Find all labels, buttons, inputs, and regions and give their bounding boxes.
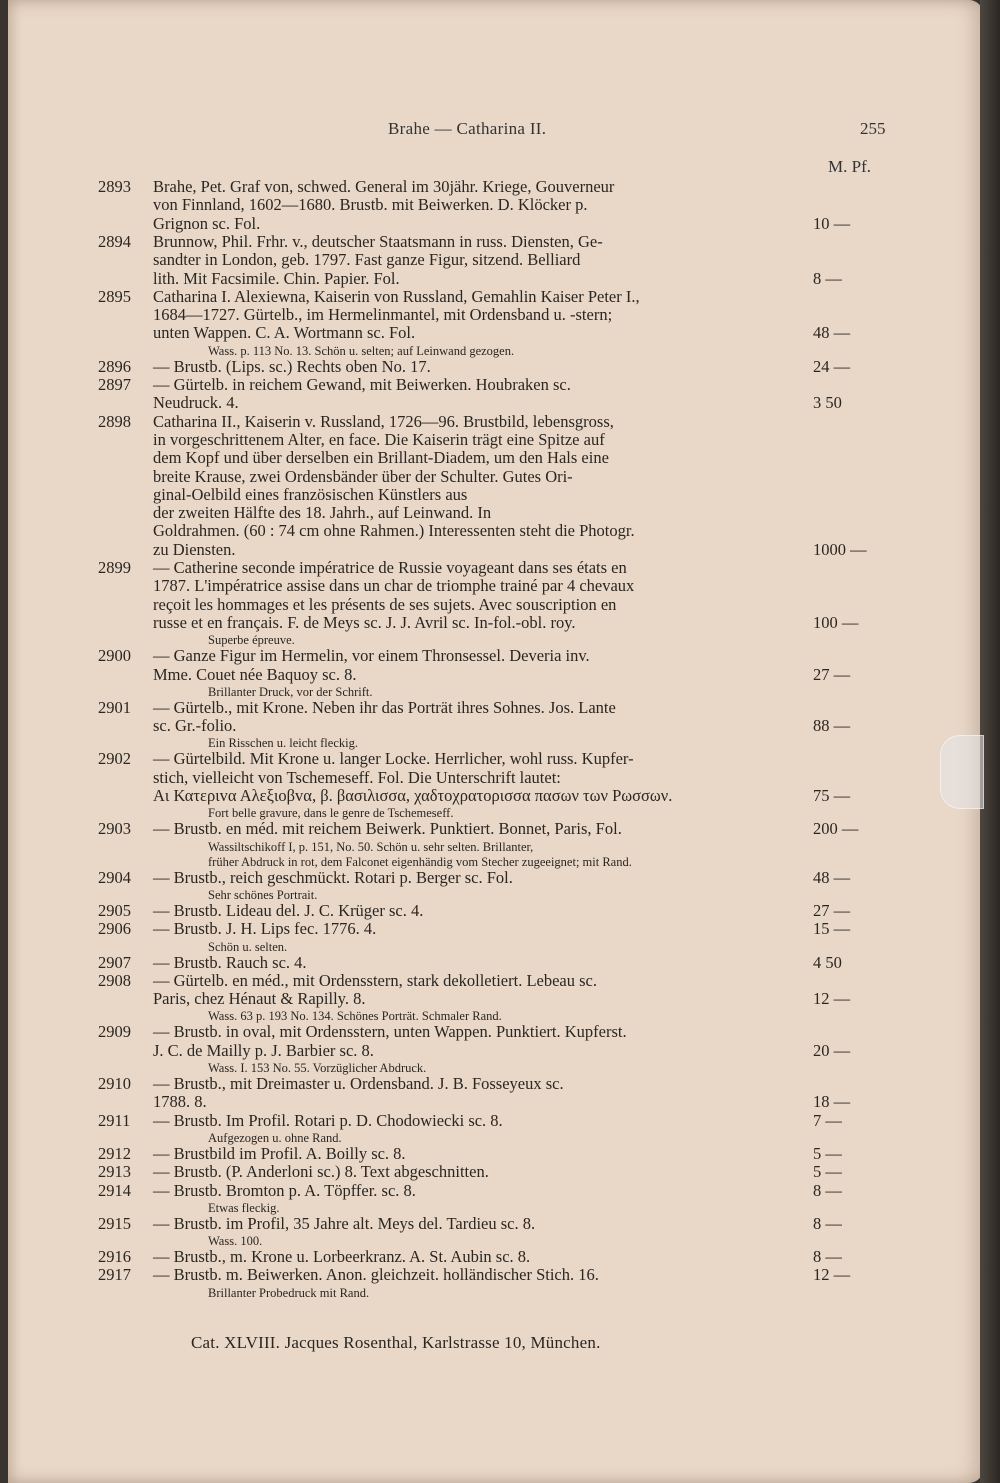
lot-description: — Brustb. (Lips. sc.) Rechts oben No. 17.: [153, 356, 431, 376]
currency-column-header: M. Pf.: [828, 157, 871, 176]
lot-price: 75 —: [813, 786, 851, 805]
lot-description: 1788. 8.: [153, 1092, 207, 1112]
lot-price: 48 —: [813, 323, 851, 343]
lot-description: — Brustbild im Profil. A. Boilly sc. 8.: [153, 1143, 406, 1163]
lot-note: Aufgezogen u. ohne Rand.: [208, 1130, 342, 1145]
lot-price: 8 —: [813, 1213, 842, 1233]
catalog-page: [8, 0, 983, 1483]
lot-description: Mme. Couet née Baquoy sc. 8.: [153, 664, 357, 684]
lot-price: 88 —: [813, 716, 851, 736]
lot-price: 27 —: [813, 664, 851, 684]
lot-price: 20 —: [813, 1040, 851, 1060]
entry-line: [8, 768, 958, 787]
lot-description: — Brustb., reich geschmückt. Rotari p. Berger sc. Fol.: [153, 867, 513, 887]
lot-price: 8 —: [813, 1180, 842, 1200]
lot-number: 2906: [98, 919, 131, 939]
lot-note: Sehr schönes Portrait.: [208, 887, 318, 902]
lot-description: — Brustb., mit Dreimaster u. Ordensband. J. B. Fosseyeux sc.: [153, 1074, 564, 1093]
lot-description: — Brustb. (P. Anderloni sc.) 8. Text abgeschnitten.: [153, 1162, 489, 1182]
lot-description: 1684—1727. Gürtelb., im Hermelinmantel, mit Ordensband u. -stern;: [153, 305, 613, 325]
lot-note: Wass. 100.: [208, 1234, 263, 1249]
entry-line: [8, 287, 958, 306]
entry-line: [8, 558, 958, 577]
lot-number: 2903: [98, 819, 131, 839]
entry-line: [8, 1022, 958, 1041]
lot-description: — Gürtelb. in reichem Gewand, mit Beiwerken. Houbraken sc.: [153, 375, 571, 394]
entry-line: [8, 1111, 958, 1130]
lot-description: Paris, chez Hénaut & Rapilly. 8.: [153, 989, 366, 1009]
entry-line: [8, 467, 958, 486]
entry-line: [8, 357, 958, 376]
entry-line: [8, 716, 958, 735]
lot-note: Brillanter Probedruck mit Rand.: [208, 1285, 370, 1300]
entry-line: [8, 323, 958, 342]
lot-description: — Gürtelbild. Mit Krone u. langer Locke. Herrlicher, wohl russ. Kupfer-: [153, 749, 634, 769]
lot-description: ginal-Oelbild eines französischen Künstlers aus: [153, 484, 468, 504]
lot-price: 10 —: [813, 213, 851, 233]
lot-description: sandter in London, geb. 1797. Fast ganze Figur, sitzend. Belliard: [153, 250, 581, 270]
lot-number: 2907: [98, 952, 131, 972]
lot-price: 15 —: [813, 919, 851, 939]
entry-line: [8, 375, 958, 394]
entry-line: [8, 868, 958, 887]
lot-note: früher Abdruck in rot, dem Falconet eigenhändig vom Stecher zugeeignet; mit Rand.: [208, 854, 632, 869]
entry-line: [8, 989, 958, 1008]
lot-price: 12 —: [813, 1265, 851, 1285]
lot-description: unten Wappen. C. A. Wortmann sc. Fol.: [153, 323, 416, 343]
lot-price: 100 —: [813, 612, 859, 632]
catalog-footer: Cat. XLVIII. Jacques Rosenthal, Karlstrasse 10, München.: [191, 1333, 601, 1352]
entry-line: [8, 393, 958, 412]
lot-description: Brahe, Pet. Graf von, schwed. General im 30jähr. Kriege, Gouverneur: [153, 177, 615, 196]
lot-description: — Ganze Figur im Hermelin, vor einem Thronsessel. Deveria inv.: [153, 646, 590, 666]
entry-line: [8, 269, 958, 288]
lot-price: 7 —: [813, 1110, 842, 1130]
entry-line: [8, 901, 958, 920]
lot-number: 2915: [98, 1213, 131, 1233]
lot-price: 4 50: [813, 952, 842, 972]
lot-description: Catharina II., Kaiserin v. Russland, 1726—96. Brustbild, lebensgross,: [153, 411, 614, 431]
lot-description: breite Krause, zwei Ordensbänder über der Schulter. Gutes Ori-: [153, 466, 573, 486]
lot-number: 2896: [98, 356, 131, 376]
lot-price: 12 —: [813, 989, 851, 1009]
lot-description: reçoit les hommages et les présents de ses sujets. Avec souscription en: [153, 594, 617, 614]
page-number: 255: [860, 119, 886, 138]
lot-description: Αι Κατεριvα Αλεξιοβvα, β. βασιλισσα, χαδτοχρατορισσα πασων των Ρωσσων.: [153, 786, 673, 805]
entry-line: [8, 953, 958, 972]
lot-description: von Finnland, 1602—1680. Brustb. mit Beiwerken. D. Klöcker p.: [153, 195, 588, 215]
lot-number: 2902: [98, 749, 131, 769]
entry-line: [8, 195, 958, 214]
entry-line: [8, 412, 958, 431]
lot-number: 2910: [98, 1074, 131, 1093]
lot-description: — Brustb. Rauch sc. 4.: [153, 952, 307, 972]
lot-description: stich, vielleicht von Tschemeseff. Fol. Die Unterschrift lautet:: [153, 767, 561, 787]
entry-line: [8, 521, 958, 540]
lot-description: Grignon sc. Fol.: [153, 213, 261, 233]
entry-line: [8, 786, 958, 805]
entry-line: [8, 698, 958, 717]
entry-line: [8, 448, 958, 467]
entry-line: [8, 214, 958, 233]
lot-note: Etwas fleckig.: [208, 1200, 280, 1215]
lot-number: 2897: [98, 375, 131, 394]
lot-description: — Brustb. Im Profil. Rotari p. D. Chodowiecki sc. 8.: [153, 1110, 503, 1130]
entry-line: [8, 177, 958, 196]
lot-number: 2917: [98, 1265, 131, 1285]
lot-note: Wass. 63 p. 193 No. 134. Schönes Porträt. Schmaler Rand.: [208, 1009, 502, 1024]
lot-description: Brunnow, Phil. Frhr. v., deutscher Staatsmann in russ. Diensten, Ge-: [153, 231, 603, 251]
entry-line: [8, 1092, 958, 1111]
entry-line: [8, 1041, 958, 1060]
lot-price: 8 —: [813, 268, 842, 288]
entry-line: [8, 1162, 958, 1181]
entry-line: [8, 595, 958, 614]
lot-price: 5 —: [813, 1162, 842, 1182]
lot-price: 200 —: [813, 819, 859, 839]
lot-number: 2894: [98, 231, 131, 251]
entry-line: [8, 971, 958, 990]
lot-number: 2916: [98, 1247, 131, 1267]
lot-price: 18 —: [813, 1092, 851, 1112]
lot-note: Schön u. selten.: [208, 939, 288, 954]
lot-price: 48 —: [813, 867, 851, 887]
entry-line: [8, 1265, 958, 1284]
lot-description: — Gürtelb. en méd., mit Ordensstern, stark dekolletiert. Lebeau sc.: [153, 970, 597, 990]
entry-line: [8, 665, 958, 684]
lot-number: 2905: [98, 900, 131, 920]
entry-line: [8, 1181, 958, 1200]
lot-number: 2911: [98, 1110, 131, 1130]
entry-line: [8, 305, 958, 324]
entry-line: [8, 613, 958, 632]
lot-number: 2901: [98, 697, 131, 717]
lot-description: lith. Mit Facsimile. Chin. Papier. Fol.: [153, 268, 400, 288]
lot-note: Ein Risschen u. leicht fleckig.: [208, 736, 358, 751]
lot-description: — Brustb. en méd. mit reichem Beiwerk. Punktiert. Bonnet, Paris, Fol.: [153, 819, 622, 839]
entry-line: [8, 576, 958, 595]
lot-number: 2904: [98, 867, 131, 887]
entry-line: [8, 1074, 958, 1093]
lot-price: 5 —: [813, 1143, 842, 1163]
lot-description: — Brustb. in oval, mit Ordensstern, unten Wappen. Punktiert. Kupferst.: [153, 1022, 627, 1042]
lot-description: — Brustb. Bromton p. A. Töpffer. sc. 8.: [153, 1180, 416, 1200]
lot-price: 8 —: [813, 1247, 842, 1267]
lot-description: Catharina I. Alexiewna, Kaiserin von Russland, Gemahlin Kaiser Peter I.,: [153, 286, 640, 306]
lot-number: 2900: [98, 646, 131, 666]
entry-line: [8, 819, 958, 838]
lot-price: 3 50: [813, 393, 842, 413]
lot-description: dem Kopf und über derselben ein Brillant-Diadem, um den Hals eine: [153, 448, 609, 468]
lot-description: in vorgeschrittenem Alter, en face. Die Kaiserin trägt eine Spitze auf: [153, 429, 605, 449]
entry-line: [8, 503, 958, 522]
lot-number: 2912: [98, 1143, 131, 1163]
entry-line: [8, 540, 958, 559]
lot-note: Wass. I. 153 No. 55. Vorzüglicher Abdruck.: [208, 1061, 427, 1075]
lot-number: 2914: [98, 1180, 131, 1200]
lot-number: 2893: [98, 177, 131, 196]
entry-line: [8, 1144, 958, 1163]
lot-description: — Brustb. Lideau del. J. C. Krüger sc. 4.: [153, 900, 424, 920]
entry-line: [8, 232, 958, 251]
lot-description: sc. Gr.-folio.: [153, 716, 237, 736]
lot-number: 2895: [98, 286, 131, 306]
lot-number: 2908: [98, 970, 131, 990]
lot-description: — Brustb. J. H. Lips fec. 1776. 4.: [153, 919, 377, 939]
entry-line: [8, 1214, 958, 1233]
lot-number: 2913: [98, 1162, 131, 1182]
entry-line: [8, 1247, 958, 1266]
lot-description: zu Diensten.: [153, 539, 236, 559]
lot-number: 2909: [98, 1022, 131, 1042]
lot-note: Wass. p. 113 No. 13. Schön u. selten; auf Leinwand gezogen.: [208, 343, 515, 358]
lot-description: Goldrahmen. (60 : 74 cm ohne Rahmen.) Interessenten steht die Photogr.: [153, 521, 635, 541]
lot-number: 2898: [98, 411, 131, 431]
entry-line: [8, 485, 958, 504]
entry-line: [8, 250, 958, 269]
lot-description: Neudruck. 4.: [153, 393, 239, 413]
entry-line: [8, 919, 958, 938]
lot-description: der zweiten Hälfte des 18. Jahrh., auf Leinwand. In: [153, 503, 492, 523]
lot-price: 1000 —: [813, 539, 867, 559]
lot-description: J. C. de Mailly p. J. Barbier sc. 8.: [153, 1040, 374, 1060]
entry-note-line: [8, 1284, 958, 1303]
lot-note: Superbe épreuve.: [208, 633, 295, 648]
lot-description: — Catherine seconde impératrice de Russie voyageant dans ses états en: [153, 558, 627, 577]
lot-note: Fort belle gravure, dans le genre de Tschemeseff.: [208, 806, 454, 821]
lot-description: russe et en français. F. de Meys sc. J. J. Avril sc. In-fol.-obl. roy.: [153, 612, 576, 632]
lot-description: — Brustb., m. Krone u. Lorbeerkranz. A. St. Aubin sc. 8.: [153, 1247, 531, 1267]
lot-description: — Gürtelb., mit Krone. Neben ihr das Porträt ihres Sohnes. Jos. Lante: [153, 697, 616, 717]
page-tab-marker: [940, 735, 984, 809]
lot-note: Wassiltschikoff I, p. 151, No. 50. Schön u. sehr selten. Brillanter,: [208, 839, 534, 854]
lot-note: Brillanter Druck, vor der Schrift.: [208, 684, 373, 699]
lot-description: — Brustb. m. Beiwerken. Anon. gleichzeit. holländischer Stich. 16.: [153, 1265, 599, 1285]
entry-line: [8, 646, 958, 665]
lot-price: 27 —: [813, 900, 851, 920]
entry-line: [8, 430, 958, 449]
lot-number: 2899: [98, 558, 131, 577]
lot-price: 24 —: [813, 356, 851, 376]
running-header: Brahe — Catharina II.: [388, 119, 547, 138]
lot-description: 1787. L'impératrice assise dans un char de triomphe trainé par 4 chevaux: [153, 576, 635, 596]
lot-description: — Brustb. im Profil, 35 Jahre alt. Meys del. Tardieu sc. 8.: [153, 1213, 536, 1233]
entry-line: [8, 749, 958, 768]
